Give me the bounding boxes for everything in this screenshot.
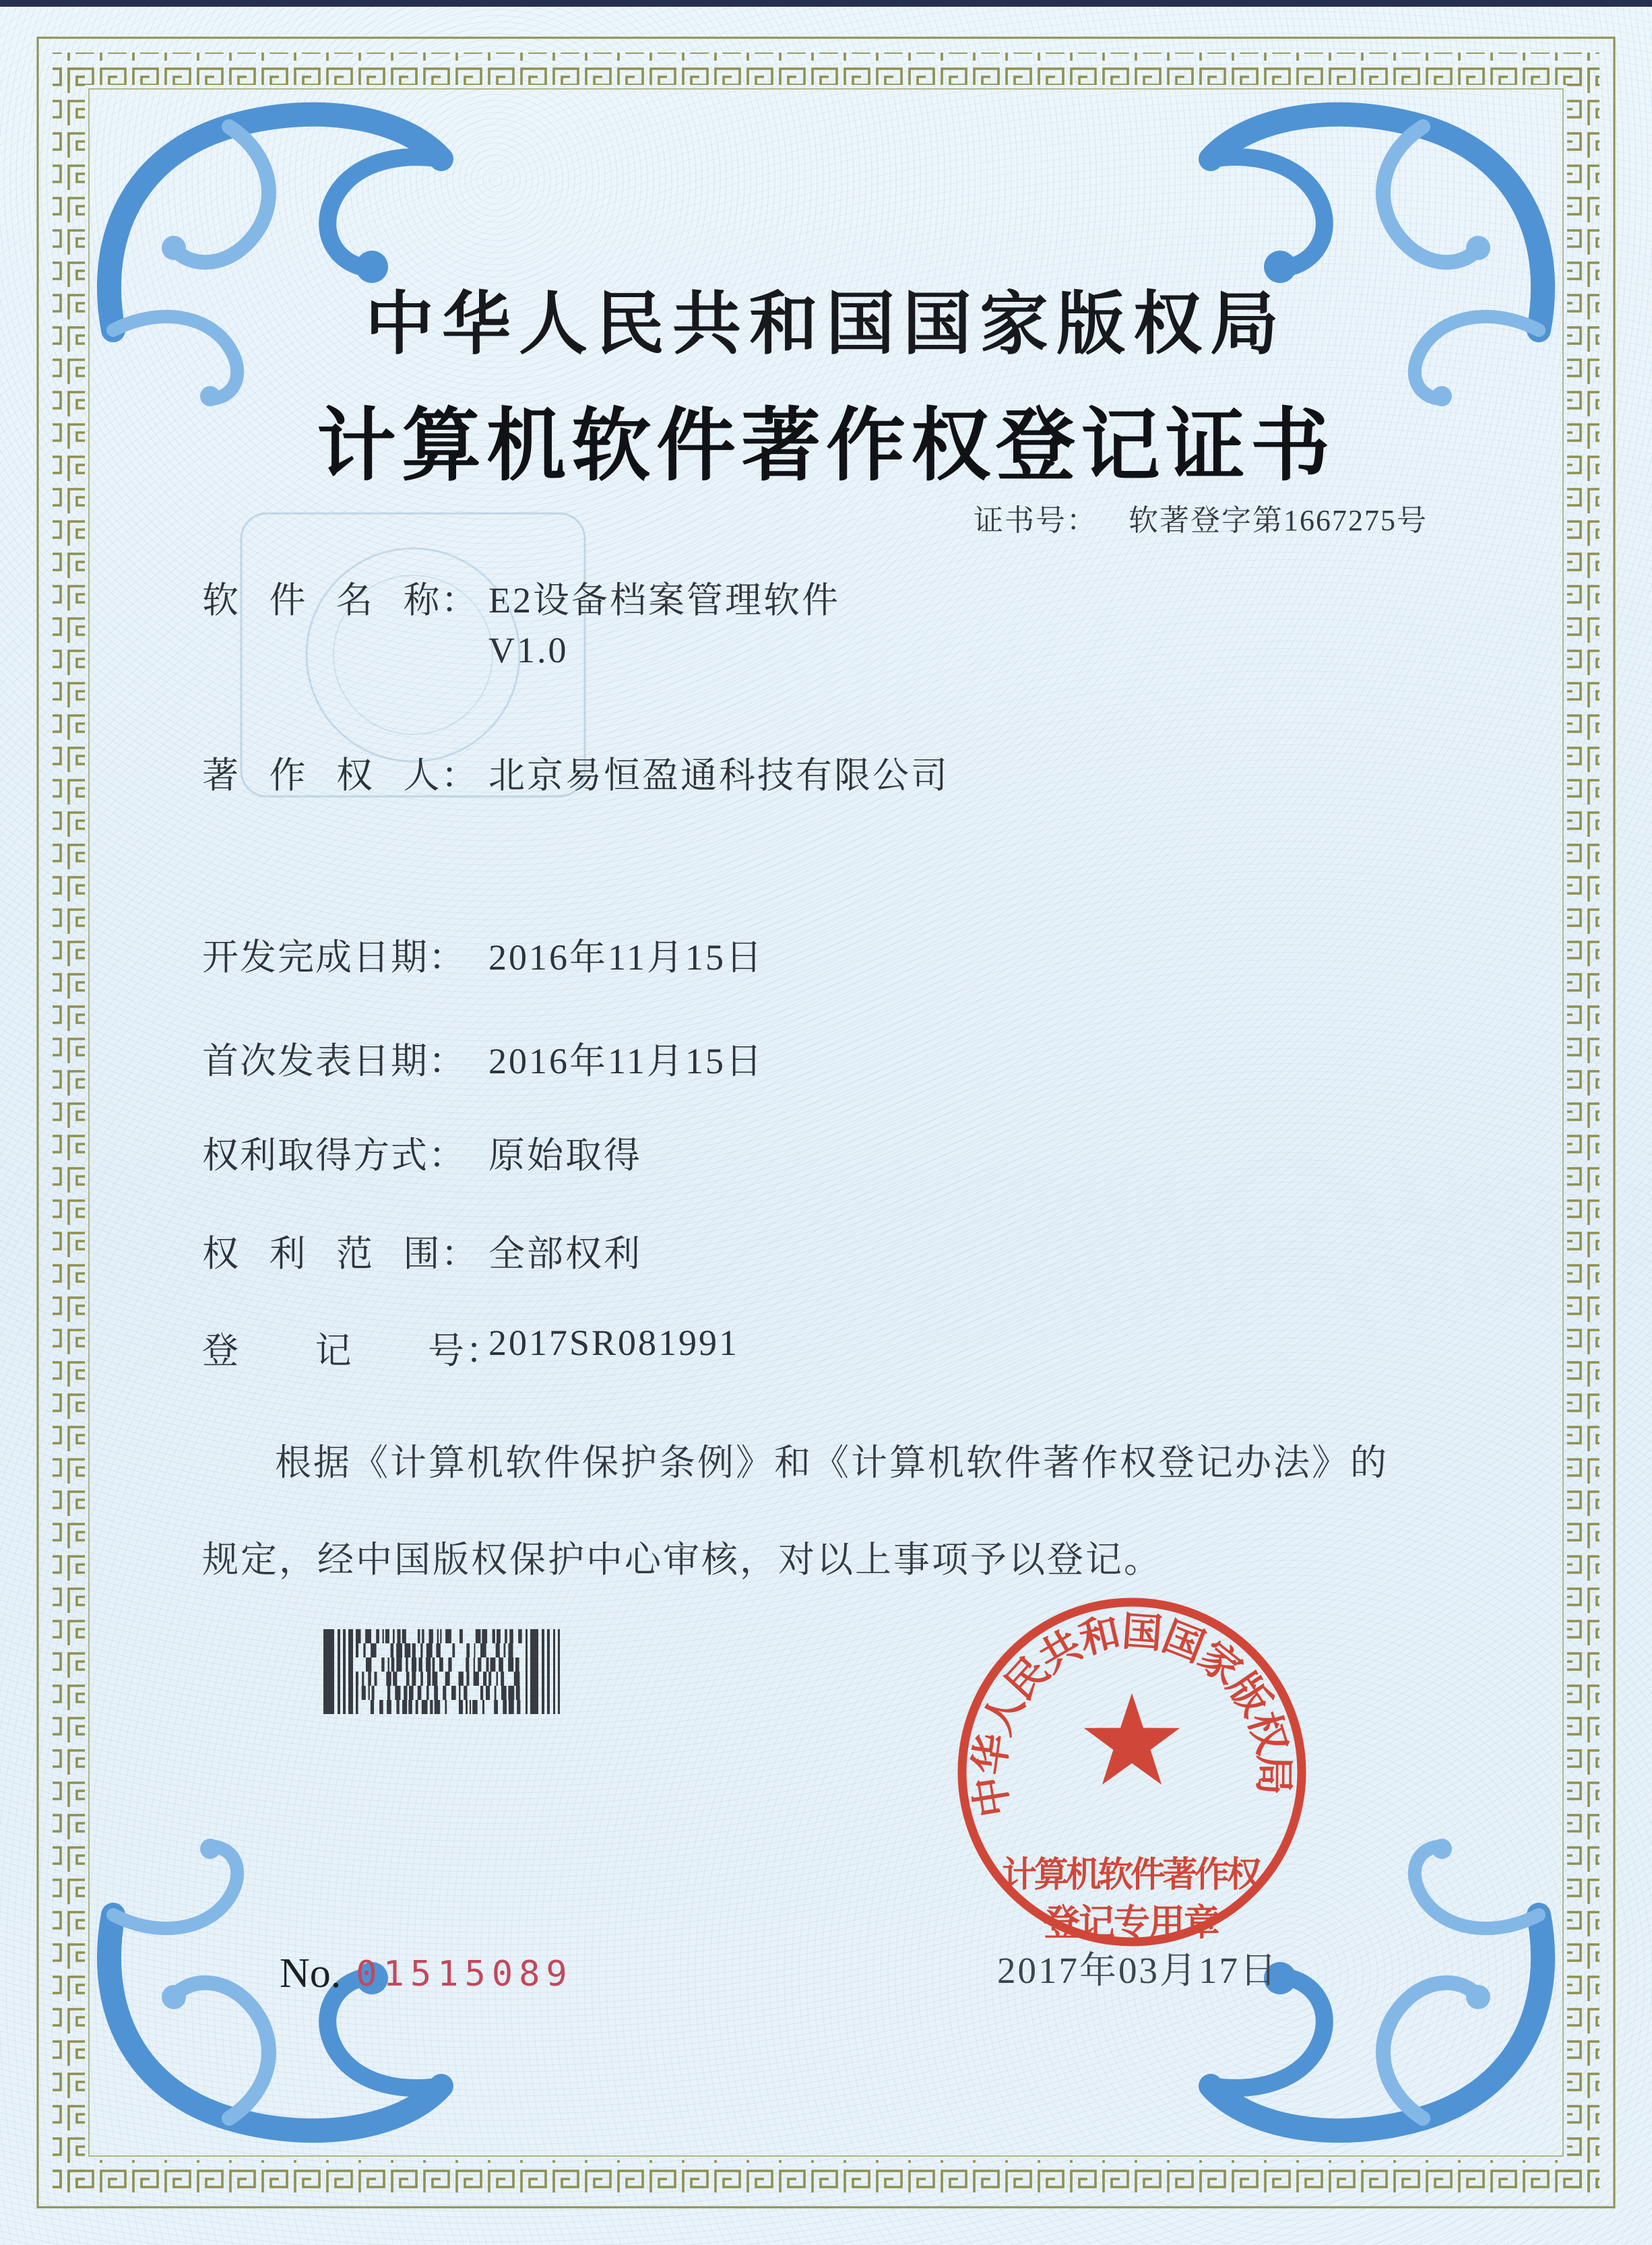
certificate-title: 计算机软件著作权登记证书 bbox=[316, 402, 1335, 491]
certificate-number-value: 软著登字第1667275号 bbox=[1129, 504, 1428, 537]
field-first-publish-date bbox=[202, 1032, 764, 1084]
barcode-start-pattern bbox=[323, 1629, 353, 1714]
seal-caption-line1: 计算机软件著作权 bbox=[1002, 1856, 1262, 1895]
official-red-seal bbox=[896, 1536, 1368, 2008]
seal-date: 2017年03月17日 bbox=[997, 1950, 1279, 1991]
barcode bbox=[323, 1629, 571, 1714]
field-value: 原始取得 bbox=[488, 1135, 642, 1176]
field-label: 开发完成日期： bbox=[202, 937, 466, 978]
issuing-authority-title: 中华人民共和国国家版权局 bbox=[365, 286, 1287, 362]
field-value: 2016年11月15日 bbox=[488, 937, 764, 978]
field-software-name bbox=[202, 571, 840, 623]
field-value: E2设备档案管理软件 bbox=[488, 580, 840, 621]
barcode-data-modules bbox=[356, 1629, 522, 1714]
serial-label: No. bbox=[280, 1951, 342, 1996]
field-label: 登 记 号： bbox=[202, 1331, 503, 1371]
field-registration-number bbox=[202, 1322, 740, 1374]
serial-value: 01515089 bbox=[356, 1954, 573, 1994]
field-value: 2016年11月15日 bbox=[488, 1041, 764, 1081]
field-rights-acquisition bbox=[202, 1127, 642, 1178]
certificate-number-line bbox=[974, 496, 1428, 539]
serial-number-line bbox=[280, 1950, 573, 1998]
field-label: 软 件 名 称： bbox=[202, 580, 479, 621]
software-version: V1.0 bbox=[488, 630, 569, 670]
field-label: 权 利 范 围： bbox=[202, 1234, 479, 1274]
seal-caption-line2: 登记专用章 bbox=[1044, 1903, 1220, 1943]
field-value: 北京易恒盈通科技有限公司 bbox=[488, 755, 949, 796]
field-label: 首次发表日期： bbox=[202, 1041, 466, 1081]
field-dev-complete-date bbox=[202, 928, 764, 980]
field-copyright-owner bbox=[202, 747, 949, 798]
certificate-number-label: 证书号： bbox=[974, 504, 1098, 537]
scan-edge bbox=[0, 0, 1652, 7]
field-value: 2017SR081991 bbox=[488, 1323, 740, 1363]
field-label: 权利取得方式： bbox=[202, 1135, 466, 1176]
seal-star bbox=[1084, 1693, 1180, 1785]
barcode-stop-pattern bbox=[526, 1629, 560, 1714]
field-label: 著 作 权 人： bbox=[202, 755, 479, 796]
seal-ring-text: 中华人民共和国国家版权局 bbox=[966, 1608, 1297, 1821]
field-rights-scope bbox=[202, 1225, 642, 1277]
statement-line-1: 根据《计算机软件保护条例》和《计算机软件著作权登记办法》的 bbox=[275, 1443, 1389, 1483]
field-value: 全部权利 bbox=[488, 1234, 642, 1274]
statement-line-2: 规定，经中国版权保护中心审核，对以上事项予以登记。 bbox=[202, 1540, 1162, 1580]
